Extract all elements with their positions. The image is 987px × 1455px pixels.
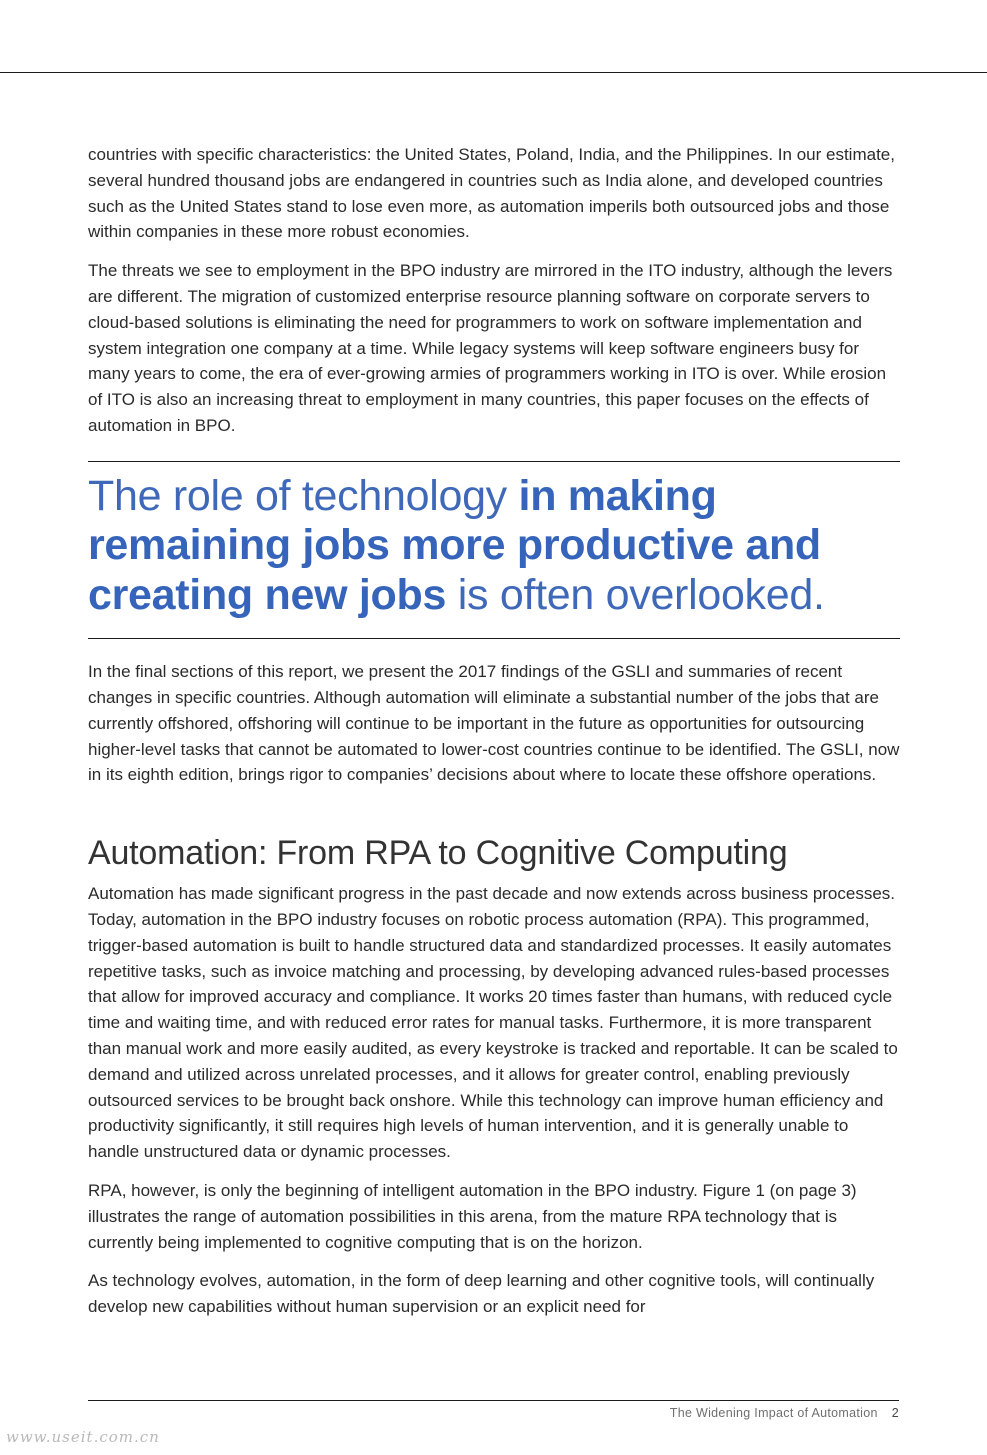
- pull-quote-emphasis: in making remaining jobs more productive and creating new jobs: [88, 471, 821, 619]
- footer-divider: [88, 1400, 899, 1401]
- pull-quote-text: [88, 472, 900, 621]
- automation-paragraph-3: As technology evolves, automation, in the form of deep learning and other cognitive tools, will continually develop new capabilities without human supervision or an explicit need for: [88, 1271, 875, 1317]
- automation-paragraph-1: Automation has made significant progress in the past decade and now extends across business processes. Today, automation in the BPO industry focuses on robotic process automation (RPA). This programmed, trigger-based automation is built to handle structured data and standardized processes. It easily automates repetitive tasks, such as invoice matching and processing, by developing advanced rules-based processes that allow for improved accuracy and compliance. It works 20 times faster than humans, with reduced cycle time and waiting time, and with reduced error rates for manual tasks. Furthermore, it is more transparent than manual work and more easily audited, as every keystroke is tracked and reportable. It can be scaled to demand and utilized across unrelated processes, and it allows for greater control, enabling previously outsourced services to be brought back onshore. While this technology can improve human efficiency and productivity significantly, it still requires high levels of human intervention, and it is generally unable to handle unstructured data or dynamic processes.: [88, 884, 898, 1162]
- findings-paragraph: In the final sections of this report, we present the 2017 findings of the GSLI and summaries of recent changes in specific countries. Although automation will eliminate a substantial number of the jobs that are currently offshored, offshoring will continue to be important in the future as opportunities for outsourcing higher-level tasks that cannot be automated to lower-cost countries continue to be identified. The GSLI, now in its eighth edition, brings rigor to companies’ decisions about where to locate these offshore operations.: [88, 662, 900, 785]
- pull-quote-light-end: is often overlooked.: [446, 570, 825, 619]
- header-divider: [0, 72, 987, 73]
- document-body: [88, 142, 900, 1320]
- pull-quote: [88, 461, 900, 640]
- page-footer: [670, 1406, 899, 1420]
- watermark: www.useit.com.cn: [6, 1428, 160, 1446]
- section-heading: Automation: From RPA to Cognitive Computing: [88, 834, 788, 873]
- intro-paragraph-1: countries with specific characteristics: the United States, Poland, India, and the Philippines. In our estimate, several hundred thousand jobs are endangered in countries such as India alone, and developed countries such as the United States stand to lose even more, as automation imperils both outsourced jobs and those within companies in these more robust economies.: [88, 145, 895, 242]
- footer-title: The Widening Impact of Automation: [669, 1406, 878, 1420]
- page-number: 2: [891, 1406, 899, 1420]
- intro-paragraph-2: The threats we see to employment in the BPO industry are mirrored in the ITO industry, although the levers are different. The migration of customized enterprise resource planning software on corporate servers to cloud-based solutions is eliminating the need for programmers to work on software implementation and system integration one company at a time. While legacy systems will keep software engineers busy for many years to come, the era of ever-growing armies of programmers working in ITO is over. While erosion of ITO is also an increasing threat to employment in many countries, this paper focuses on the effects of automation in BPO.: [88, 261, 893, 435]
- pull-quote-light-start: The role of technology: [88, 471, 519, 520]
- automation-paragraph-2: RPA, however, is only the beginning of intelligent automation in the BPO industry. Figure 1 (on page 3) illustrates the range of automation possibilities in this arena, from the mature RPA technology that is currently being implemented to cognitive computing that is on the horizon.: [88, 1181, 857, 1252]
